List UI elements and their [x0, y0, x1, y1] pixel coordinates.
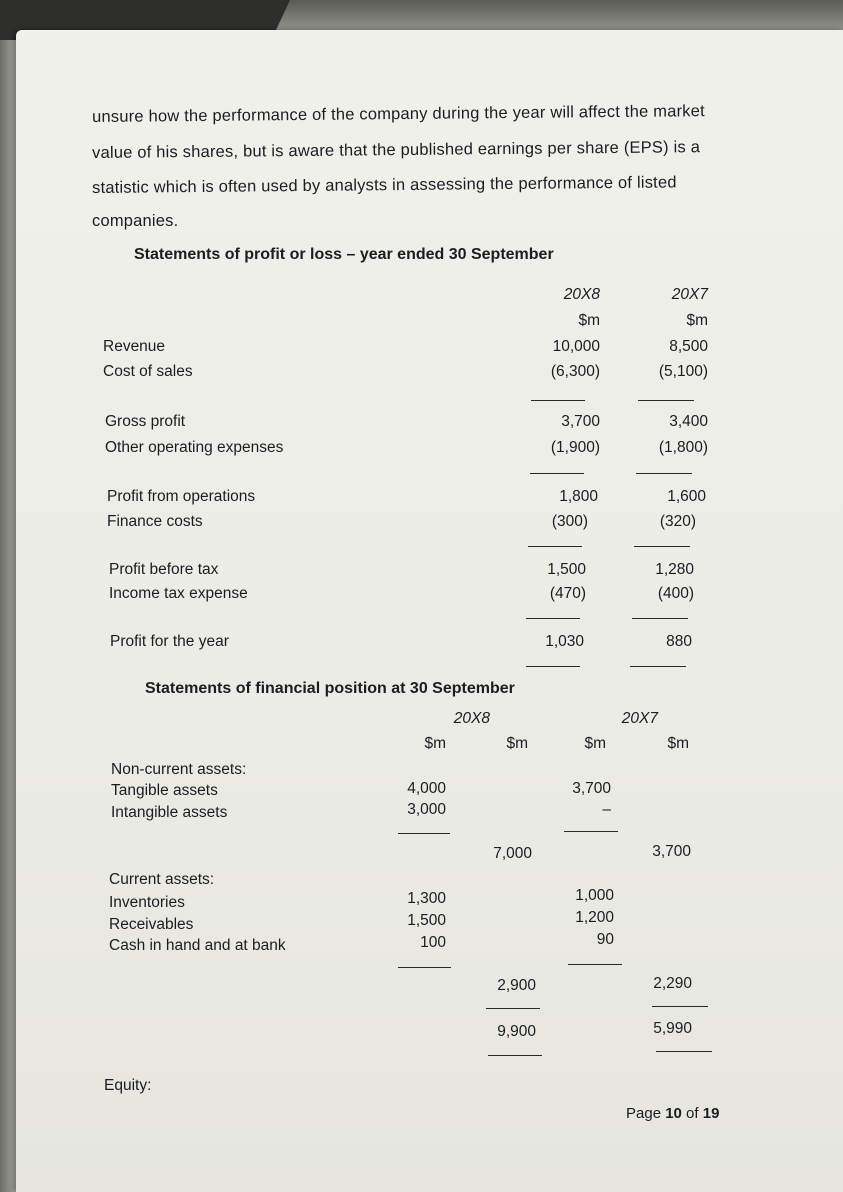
intro-line-4: companies.: [92, 212, 179, 230]
fp-title: Statements of financial position at 30 September: [145, 680, 515, 697]
fp-current-total-b: 2,290: [653, 975, 692, 992]
pl-label-cost-of-sales: Cost of sales: [103, 363, 193, 380]
fp-rule: [652, 1006, 708, 1007]
pl-profit-for-year-b: 880: [666, 633, 692, 650]
fp-receivables-a: 1,500: [407, 912, 446, 929]
fp-intangible-b: –: [602, 801, 611, 818]
pl-unit-a: $m: [578, 312, 600, 329]
page-number: [626, 1105, 719, 1122]
fp-noncurrent-heading: Non-current assets:: [111, 761, 247, 778]
pl-rule: [526, 666, 580, 667]
page-number-prefix: Page: [626, 1105, 666, 1122]
pl-profit-before-tax-b: 1,280: [655, 561, 694, 578]
pl-year-b: 20X7: [671, 286, 708, 303]
pl-finance-costs-a: (300): [551, 513, 588, 530]
pl-finance-costs-b: (320): [659, 513, 696, 530]
page-number-middle: of: [681, 1105, 703, 1122]
pl-rule: [531, 400, 585, 401]
document-page: [16, 30, 843, 1192]
fp-current-heading: Current assets:: [109, 871, 215, 888]
pl-label-revenue: Revenue: [103, 338, 166, 355]
intro-line-2: value of his shares, but is aware that the published earnings per share (EPS) is a: [92, 138, 701, 162]
pl-cost-of-sales-a: (6,300): [550, 363, 600, 380]
fp-rule: [398, 967, 451, 968]
intro-line-3: statistic which is often used by analysts in assessing the performance of listed: [92, 173, 677, 197]
fp-rule: [568, 964, 622, 965]
pl-rule: [526, 618, 580, 619]
fp-label-tangible: Tangible assets: [111, 782, 218, 799]
fp-label-inventories: Inventories: [109, 894, 185, 911]
fp-year-a: 20X8: [453, 710, 490, 727]
fp-cash-b: 90: [596, 931, 614, 948]
fp-intangible-a: 3,000: [407, 801, 446, 818]
pl-label-other-expenses: Other operating expenses: [105, 439, 284, 456]
pl-profit-from-operations-b: 1,600: [667, 488, 706, 505]
pl-profit-for-year-a: 1,030: [545, 633, 584, 650]
fp-tangible-b: 3,700: [572, 780, 611, 797]
pl-rule: [632, 618, 688, 619]
pl-gross-profit-b: 3,400: [669, 413, 708, 430]
pl-unit-b: $m: [686, 312, 708, 329]
pl-label-profit-for-year: Profit for the year: [110, 633, 229, 650]
pl-year-a: 20X8: [563, 286, 600, 303]
pl-rule: [636, 473, 692, 474]
fp-grand-total-a: 9,900: [497, 1023, 536, 1040]
pl-profit-before-tax-a: 1,500: [547, 561, 586, 578]
fp-rule: [486, 1008, 540, 1009]
fp-year-b: 20X7: [621, 710, 658, 727]
pl-label-gross-profit: Gross profit: [105, 413, 186, 430]
fp-inventories-b: 1,000: [575, 887, 614, 904]
fp-unit-1: $m: [424, 735, 446, 752]
pl-label-income-tax: Income tax expense: [109, 585, 248, 602]
pl-revenue-a: 10,000: [552, 338, 600, 355]
pl-rule: [528, 546, 582, 547]
pl-income-tax-b: (400): [657, 585, 694, 602]
fp-noncurrent-total-b: 3,700: [652, 843, 691, 860]
pl-income-tax-a: (470): [549, 585, 586, 602]
fp-label-intangible: Intangible assets: [111, 804, 228, 821]
pl-other-expenses-a: (1,900): [550, 439, 600, 456]
pl-revenue-b: 8,500: [669, 338, 708, 355]
fp-tangible-a: 4,000: [407, 780, 446, 797]
fp-cash-a: 100: [420, 934, 446, 951]
fp-rule: [564, 831, 618, 832]
intro-line-1: unsure how the performance of the company during the year will affect the market: [92, 102, 705, 126]
fp-unit-2: $m: [506, 735, 528, 752]
page-number-current: 10: [665, 1105, 682, 1122]
pl-rule: [530, 473, 584, 474]
pl-rule: [638, 400, 694, 401]
pl-gross-profit-a: 3,700: [561, 413, 600, 430]
fp-rule: [656, 1051, 712, 1052]
pl-label-profit-before-tax: Profit before tax: [109, 561, 219, 578]
fp-rule: [488, 1055, 542, 1056]
pl-rule: [630, 666, 686, 667]
pl-label-profit-from-operations: Profit from operations: [107, 488, 256, 505]
pl-title: Statements of profit or loss – year ended 30 September: [134, 246, 554, 263]
pl-rule: [634, 546, 690, 547]
fp-current-total-a: 2,900: [497, 977, 536, 994]
pl-profit-from-operations-a: 1,800: [559, 488, 598, 505]
pl-label-finance-costs: Finance costs: [107, 513, 203, 530]
page-number-total: 19: [702, 1105, 720, 1122]
fp-label-cash: Cash in hand and at bank: [109, 937, 286, 954]
fp-grand-total-b: 5,990: [653, 1020, 692, 1037]
fp-noncurrent-total-a: 7,000: [493, 845, 532, 862]
pl-cost-of-sales-b: (5,100): [658, 363, 708, 380]
fp-unit-4: $m: [667, 735, 689, 752]
fp-unit-3: $m: [584, 735, 606, 752]
pl-other-expenses-b: (1,800): [658, 439, 708, 456]
fp-receivables-b: 1,200: [575, 909, 614, 926]
fp-label-receivables: Receivables: [109, 916, 194, 933]
fp-equity-heading: Equity:: [104, 1077, 152, 1094]
fp-rule: [398, 833, 450, 834]
fp-inventories-a: 1,300: [407, 890, 446, 907]
